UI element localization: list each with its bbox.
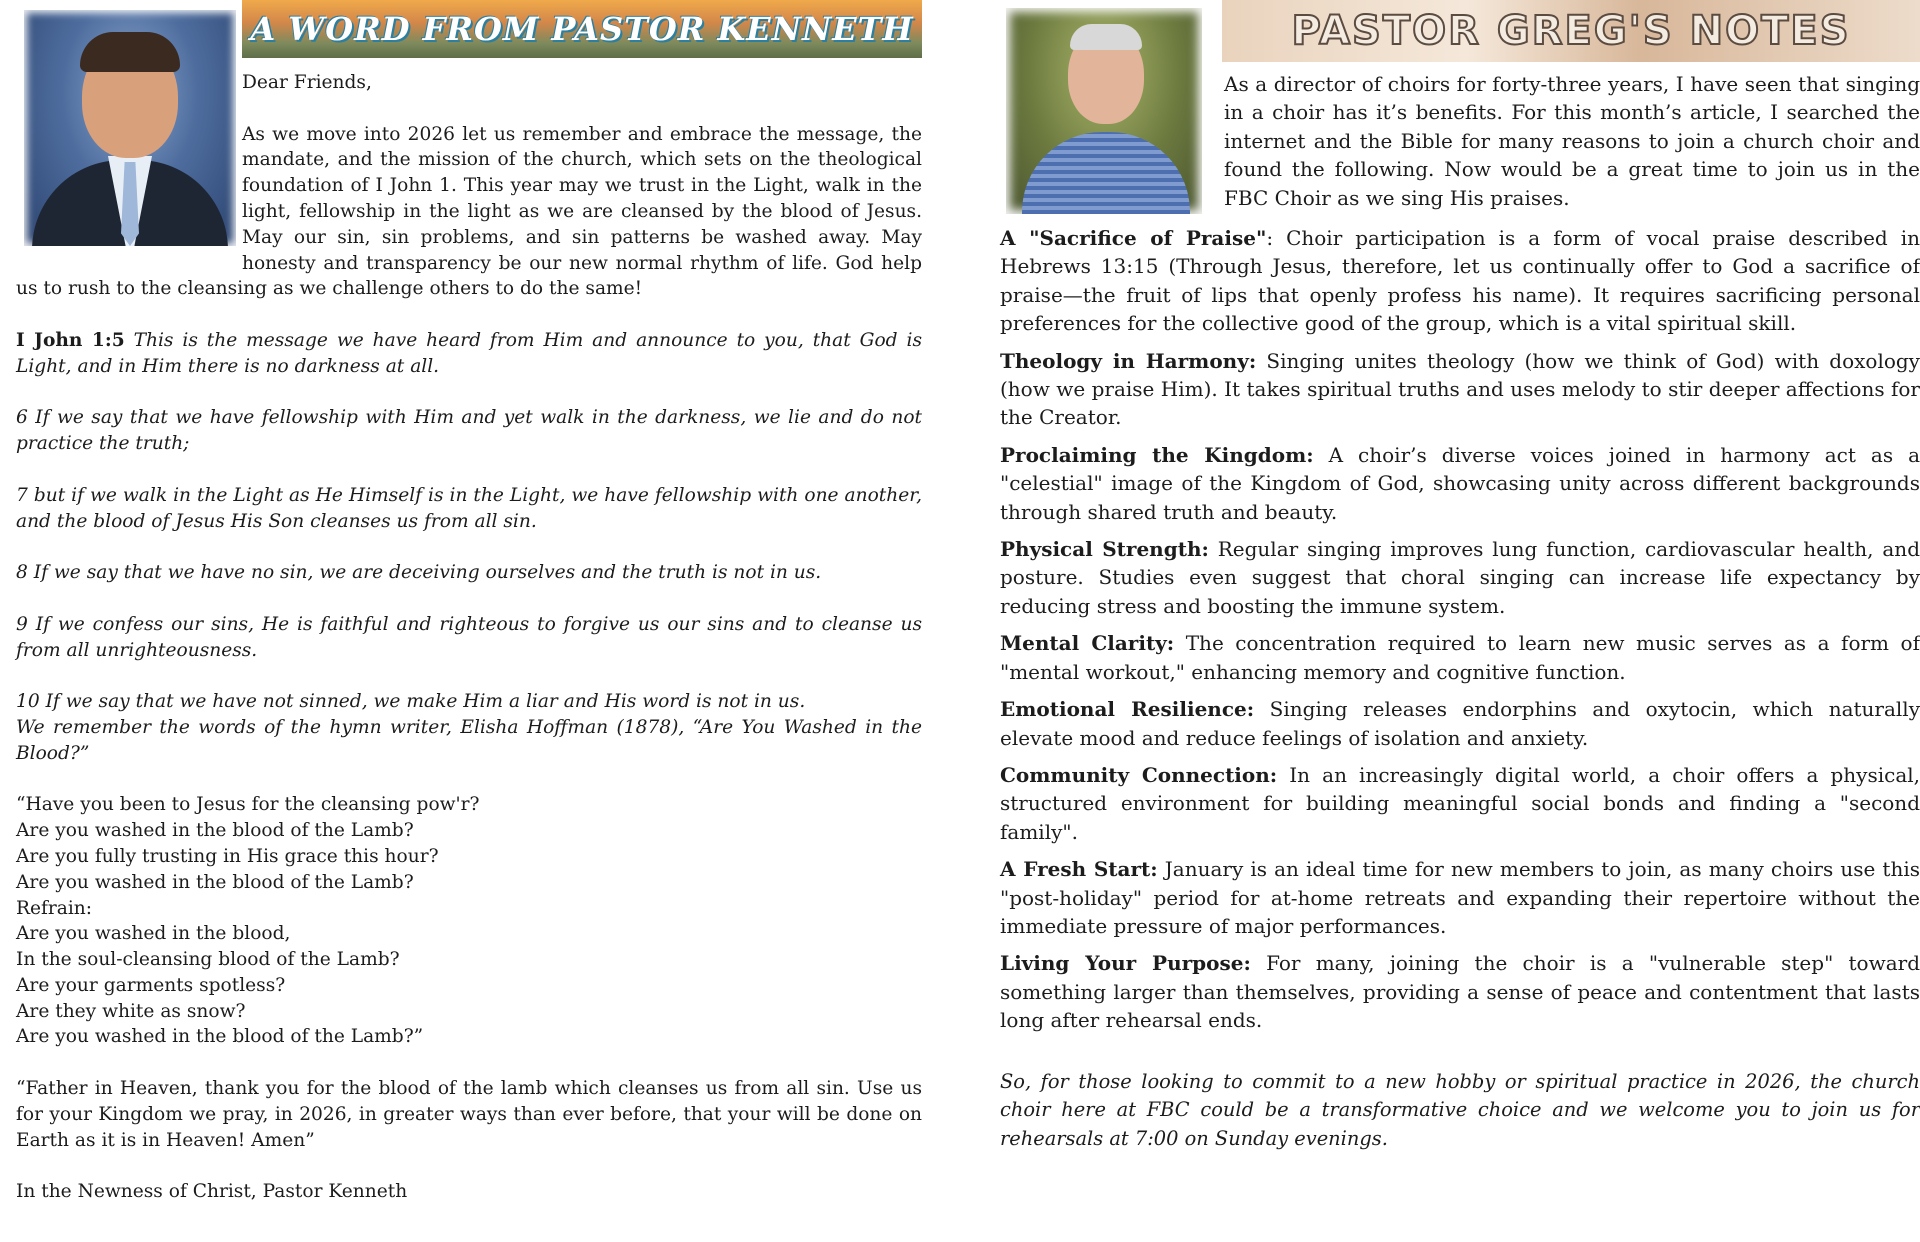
pastor-kenneth-letter <box>16 70 922 1231</box>
list-item <box>1000 855 1920 940</box>
verse-8: 8 If we say that we have no sin, we are deceiving ourselves and the truth is not in us. <box>16 562 822 584</box>
item-heading: Emotional Resilience: <box>1000 697 1255 722</box>
item-heading: Proclaiming the Kingdom: <box>1000 442 1314 467</box>
verse-9: 9 If we confess our sins, He is faithful and righteous to forgive us our sins and to cleanse us from all unrighteousness. <box>16 613 922 661</box>
item-text: January is an ideal time for new members to join, as many choirs use this "post-holiday" period for at-home retreats and expanding their repertoire without the immediate pressure of major performances. <box>1000 857 1920 938</box>
pastor-greg-banner <box>1222 0 1920 62</box>
verse-10: 10 If we say that we have not sinned, we make Him a liar and His word is not in us. <box>16 691 806 713</box>
hymn-line: Are your garments spotless? <box>16 974 286 996</box>
hymn-line: Are you washed in the blood of the Lamb?” <box>16 1026 424 1048</box>
list-item <box>1000 695 1920 752</box>
choir-benefits-list <box>1000 224 1920 1044</box>
item-text: Singing releases endorphins and oxytocin, which naturally elevate mood and reduce feelings of isolation and anxiety. <box>1000 697 1920 750</box>
verse-reference: I John 1:5 <box>16 329 125 351</box>
hymn-line: In the soul-cleansing blood of the Lamb? <box>16 949 400 971</box>
list-item <box>1000 347 1920 432</box>
pastor-kenneth-banner <box>242 0 922 58</box>
item-heading: Living Your Purpose: <box>1000 951 1251 976</box>
closing-invitation: So, for those looking to commit to a new hobby or spiritual practice in 2026, the church choir here at FBC could be a transformative choice and we welcome you to join us for rehearsals at 7:00 on Sunday evenings. <box>1000 1070 1920 1150</box>
item-text: A choir’s diverse voices joined in harmony act as a "celestial" image of the Kingdom of God, showcasing unity across different backgrounds through shared truth and beauty. <box>1000 442 1920 524</box>
prayer: “Father in Heaven, thank you for the blood of the lamb which cleanses us from all sin. Use us for your Kingdom we pray, in 2026, in greater ways than ever before, that your will be done on Earth as it is in Heaven! Amen” <box>16 1078 922 1151</box>
letter-paragraph: As we move into 2026 let us remember and embrace the message, the mandate, and the mission of the church, which sets on the theological foundation of I John 1. This year may we trust in the Light, walk in the light, fellowship in the light as we are cleansed by the blood of Jesus. May our sin, sin problems, and sin patterns be washed away. May honesty and transparency be our new normal rhythm of life. God help us to rush to the cleansing as we challenge others to do the same! <box>16 123 922 300</box>
list-item <box>1000 629 1920 686</box>
item-text: Regular singing improves lung function, cardiovascular health, and posture. Studies even suggest that choral singing can increase life expectancy by reducing stress and boosting the immune system. <box>1000 537 1920 618</box>
list-item <box>1000 535 1920 620</box>
hymn-line: Are they white as snow? <box>16 1000 246 1022</box>
hymn-line: Are you fully trusting in His grace this hour? <box>16 845 439 867</box>
item-heading: Theology in Harmony: <box>1000 348 1257 373</box>
item-heading: Community Connection: <box>1000 762 1278 787</box>
hymn-lyrics <box>16 792 922 1050</box>
item-text: In an increasingly digital world, a choir offers a physical, structured environment for building meaningful social bonds and finding a "second family". <box>1000 762 1920 844</box>
item-text: : Choir participation is a form of vocal praise described in Hebrews 13:15 (Through Jesus, therefore, let us continually offer to God a sacrifice of praise—the fruit of lips that openly profess his name). It requires sacrificing personal preferences for the collective good of the group, which is a vital spiritual skill. <box>1000 226 1920 336</box>
item-heading: A "Sacrifice of Praise" <box>1000 226 1267 250</box>
pastor-greg-banner-title: PASTOR GREG'S NOTES <box>1291 8 1851 54</box>
verse-6: 6 If we say that we have fellowship with Him and yet walk in the darkness, we lie and do not practice the truth; <box>16 407 922 455</box>
item-text: The concentration required to learn new music serves as a form of "mental workout," enhancing memory and cognitive function. <box>1000 631 1920 684</box>
list-item <box>1000 949 1920 1034</box>
hymn-line: Are you washed in the blood, <box>16 923 291 945</box>
verse-7: 7 but if we walk in the Light as He Himself is in the Light, we have fellowship with one another, and the blood of Jesus His Son cleanses us from all sin. <box>16 484 922 532</box>
greeting: Dear Friends, <box>242 72 372 93</box>
list-item <box>1000 441 1920 526</box>
hymn-line: Are you washed in the blood of the Lamb? <box>16 871 414 893</box>
list-item <box>1000 224 1920 338</box>
hymn-intro: We remember the words of the hymn writer, Elisha Hoffman (1878), “Are You Washed in the Blood?” <box>16 716 922 764</box>
hymn-line: Refrain: <box>16 897 93 919</box>
verse-5: I John 1:5 This is the message we have heard from Him and announce to you, that God is Light, and in Him there is no darkness at all. <box>16 329 922 377</box>
pastor-greg-intro: As a director of choirs for forty-three years, I have seen that singing in a choir has it’s benefits. For this month’s article, I searched the internet and the Bible for many reasons to join a church choir and found the following. Now would be a great time to join us in the FBC Choir as we sing His praises. <box>1224 72 1920 210</box>
item-text: For many, joining the choir is a "vulnerable step" toward something larger than themselves, providing a sense of peace and contentment that lasts long after rehearsal ends. <box>1000 951 1920 1033</box>
item-heading: A Fresh Start: <box>1000 857 1158 882</box>
pastor-greg-photo <box>1006 8 1202 214</box>
item-text: Singing unites theology (how we think of God) with doxology (how we praise Him). It takes spiritual truths and uses melody to stir deeper affections for the Creator. <box>1000 348 1920 430</box>
hymn-line: Are you washed in the blood of the Lamb? <box>16 820 414 842</box>
item-heading: Physical Strength: <box>1000 537 1209 562</box>
item-heading: Mental Clarity: <box>1000 631 1175 656</box>
pastor-kenneth-banner-title: A WORD FROM PASTOR KENNETH <box>250 10 914 48</box>
list-item <box>1000 761 1920 846</box>
hymn-line: “Have you been to Jesus for the cleansing pow'r? <box>16 794 480 816</box>
signoff: In the Newness of Christ, Pastor Kenneth <box>16 1181 408 1203</box>
